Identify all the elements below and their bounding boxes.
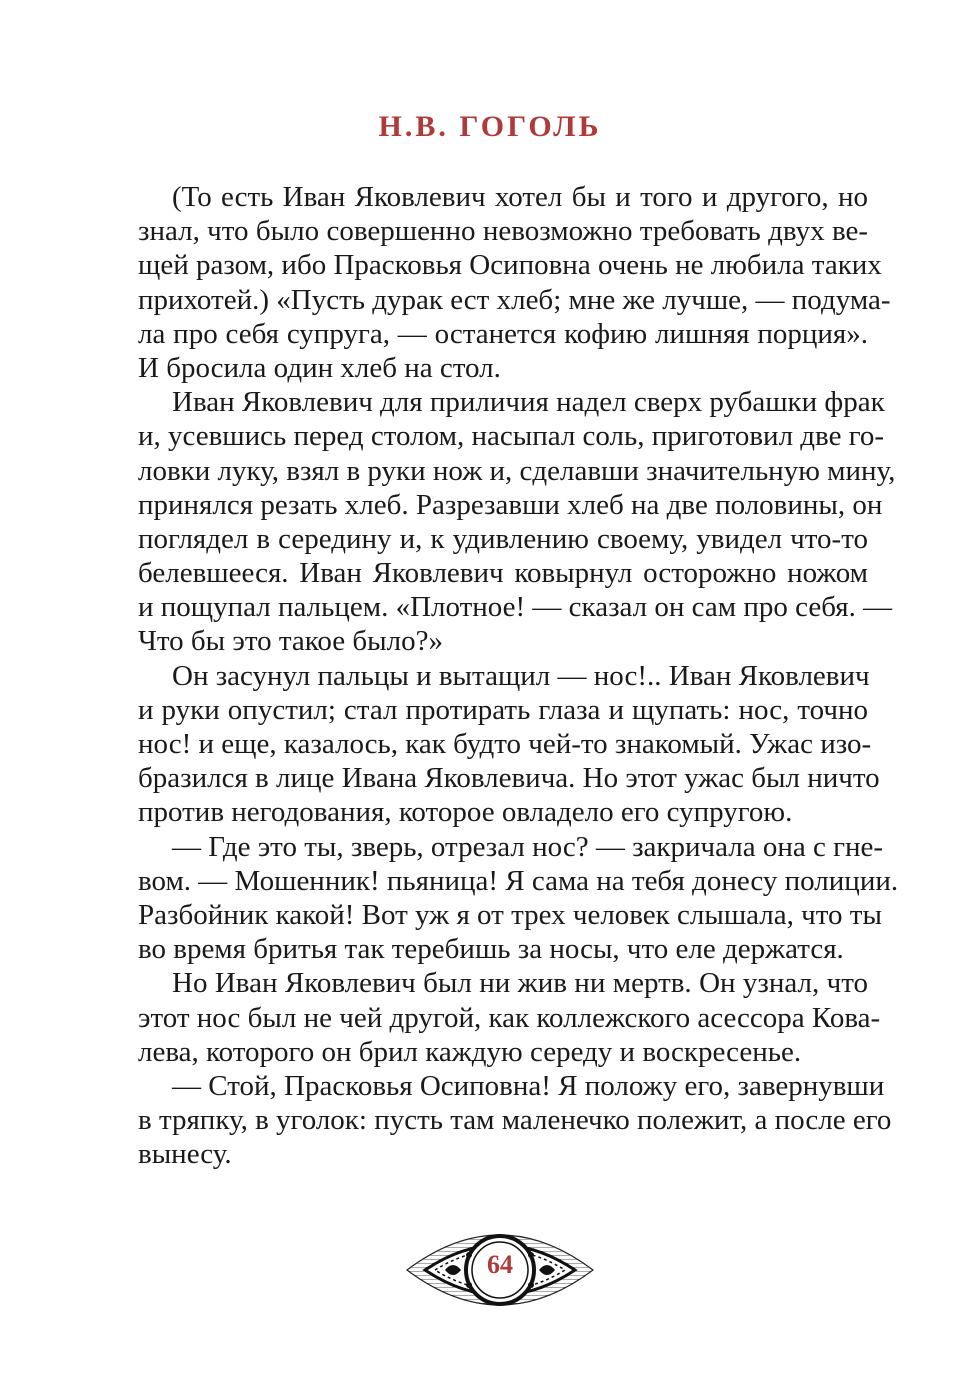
text-line: и пощупал пальцем. «Плотное! — сказал он сам про себя. — [138,591,893,624]
text-line: — Стой, Прасковья Осиповна! Я положу его, завернувши [172,1069,885,1102]
text-line: нос! и еще, казалось, как будто чей-то знакомый. Ужас изо- [138,728,872,760]
text-line: бразился в лице Ивана Яковлевича. Но этот ужас был ничто [138,762,880,795]
text-line: Что бы это такое было?» [138,625,443,658]
page-number: 64 [487,1250,513,1279]
text-line: и, усевшись перед столом, насыпал соль, приготовил две го- [138,420,885,453]
text-line: белевшееся. Иван Яковлевич ковырнул осторожно ножом [138,557,868,590]
text-line: Он засунул пальцы и вытащил — нос!.. Иван Яковлевич [172,659,870,692]
text-line: поглядел в середину и, к удивлению своему, увидел что-то [138,522,868,555]
text-line: ла про себя супруга, — останется кофию лишняя порция». [138,317,868,350]
text-line: прихотей.) «Пусть дурак ест хлеб; мне же лучше, — подума- [138,283,891,316]
text-line: — Где это ты, зверь, отрезал нос? — закричала она с гне- [172,830,884,863]
text-line: лева, которого он брил каждую середу и воскресенье. [138,1035,802,1068]
text-line: знал, что было совершенно невозможно требовать двух ве- [138,215,868,248]
text-line: щей разом, ибо Прасковья Осиповна очень не любила таких [138,249,882,282]
text-line: против негодования, которое овладело его супругою. [138,796,793,829]
text-line: и руки опустил; стал протирать глаза и щупать: нос, точно [138,693,868,726]
text-line: Но Иван Яковлевич был ни жив ни мертв. Он узнал, что [172,967,868,1000]
text-line: ловки луку, взял в руки нож и, сделавши значительную мину, [138,454,896,487]
text-line: во время бритья так теребишь за носы, что еле держатся. [138,933,844,966]
running-head: Н.В. ГОГОЛЬ [378,110,602,143]
text-line: вынесу. [138,1138,232,1171]
body-text [138,180,899,1171]
text-line: И бросила один хлеб на стол. [138,351,501,384]
text-line: этот нос был не чей другой, как коллежского асессора Кова- [138,1001,881,1034]
text-line: Иван Яковлевич для приличия надел сверх рубашки фрак [172,386,885,419]
text-line: принялся резать хлеб. Разрезавши хлеб на две половины, он [138,488,883,521]
text-line: (То есть Иван Яковлевич хотел бы и того и другого, но [172,181,868,213]
text-line: вом. — Мошенник! пьяница! Я сама на тебя донесу полиции. [138,864,899,897]
text-line: Разбойник какой! Вот уж я от трех человек слышала, что ты [138,898,882,931]
text-line: в тряпку, в уголок: пусть там маленечко полежит, а после его [138,1104,892,1137]
